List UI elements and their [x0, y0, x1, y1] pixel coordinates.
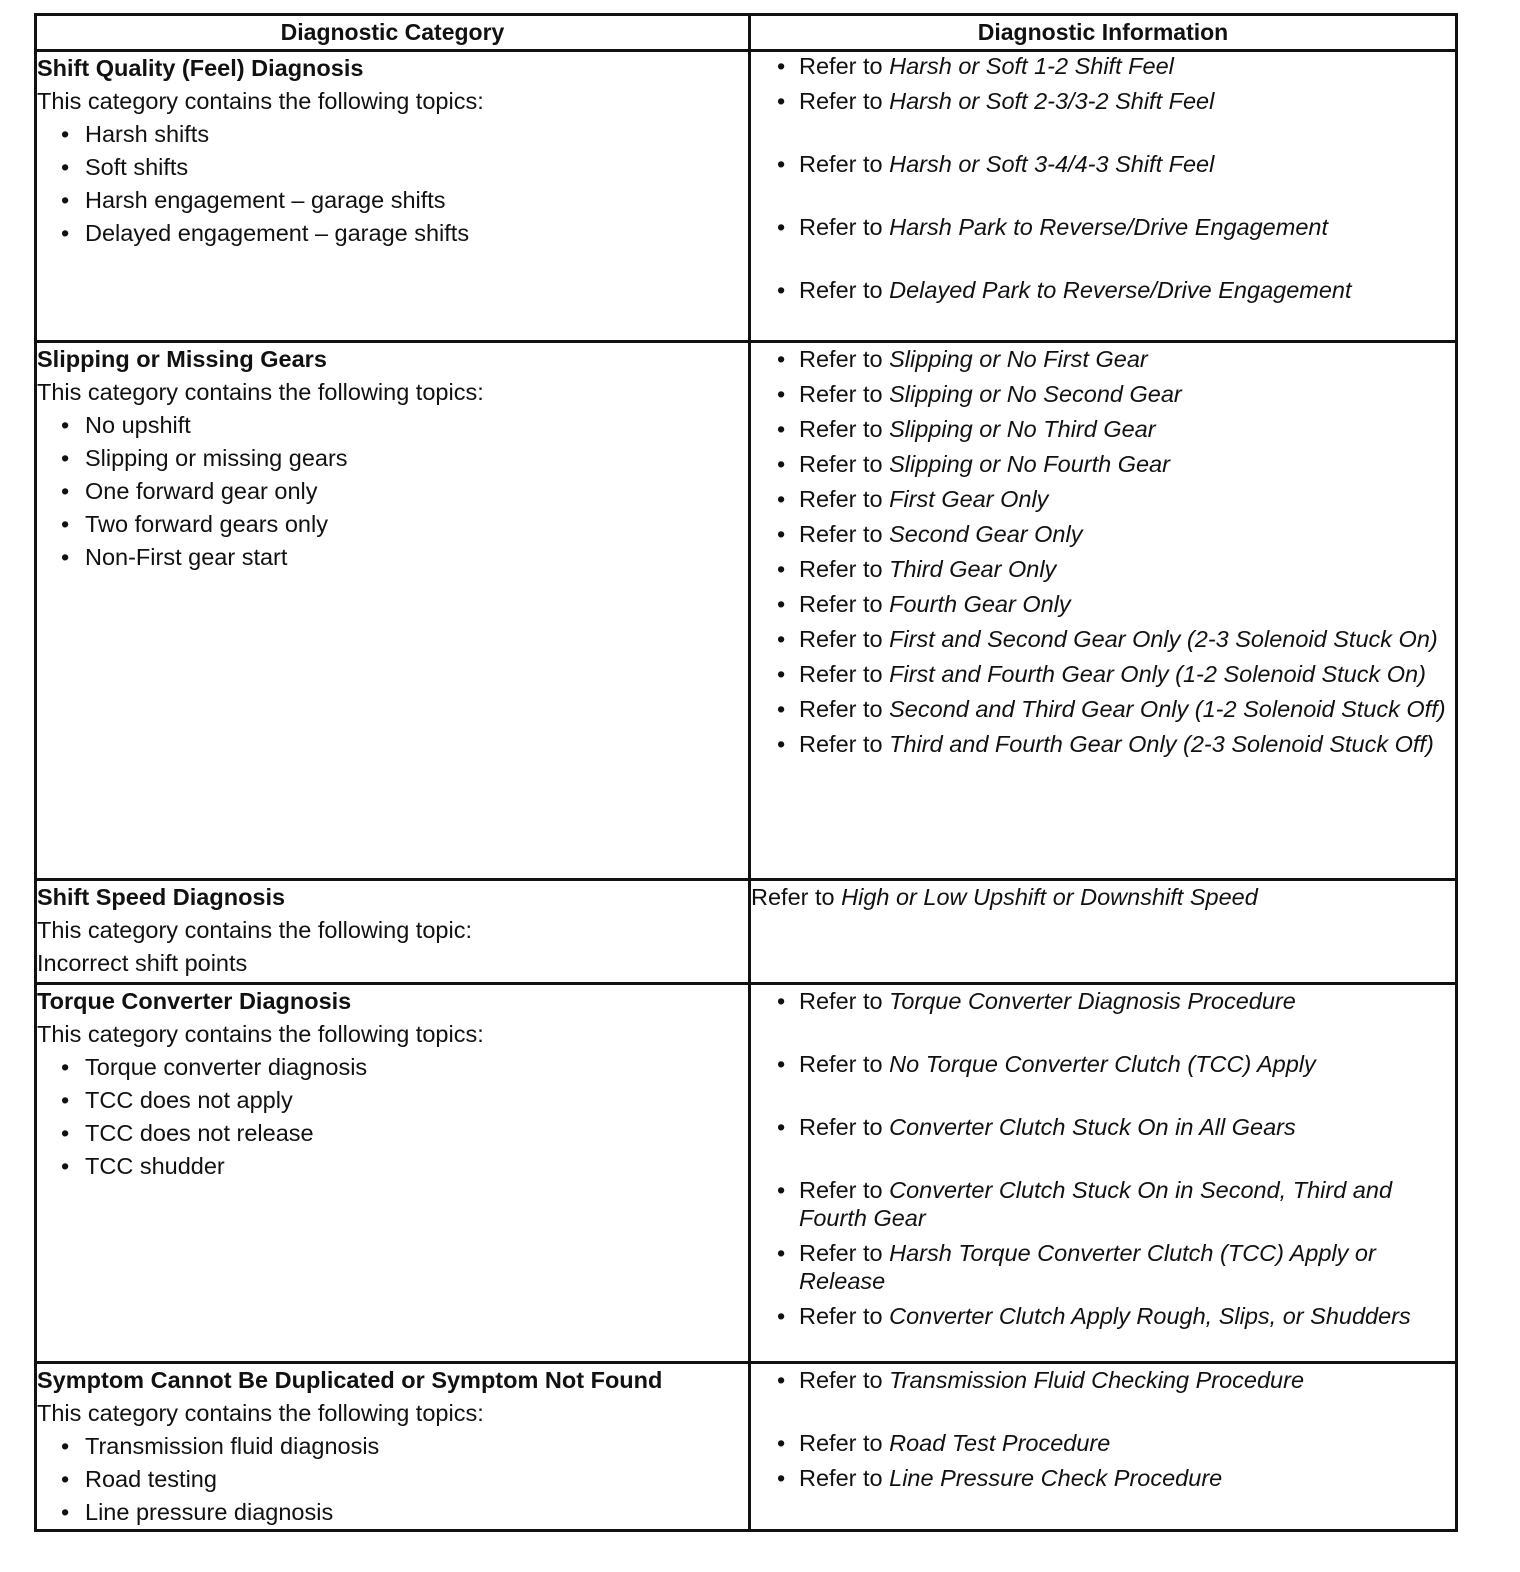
reference-link: Slipping or No Third Gear — [889, 416, 1156, 442]
category-intro: This category contains the following topics: — [37, 1021, 484, 1047]
list-item: • Non-First gear start — [37, 541, 748, 574]
refer-prefix: Refer to — [799, 381, 890, 407]
topic-list — [37, 409, 748, 574]
list-item — [751, 1366, 1455, 1394]
list-item — [751, 380, 1455, 408]
list-item: • Two forward gears only — [37, 508, 748, 541]
refer-prefix: Refer to — [799, 1114, 890, 1140]
reference-link: Converter Clutch Apply Rough, Slips, or Shudders — [889, 1303, 1411, 1329]
category-cell — [36, 342, 750, 880]
reference-link: Third and Fourth Gear Only (2-3 Solenoid Stuck Off) — [889, 731, 1434, 757]
list-item — [751, 695, 1455, 723]
table-row — [36, 342, 1457, 880]
list-item — [751, 52, 1455, 80]
refer-prefix: Refer to — [799, 346, 890, 372]
category-intro: This category contains the following topics: — [37, 379, 484, 405]
reference-list — [751, 345, 1455, 758]
category-title: Shift Speed Diagnosis — [37, 884, 286, 910]
header-row — [36, 15, 1457, 51]
list-item — [751, 1302, 1455, 1330]
table-row — [36, 984, 1457, 1363]
reference-link: Delayed Park to Reverse/Drive Engagement — [889, 277, 1352, 303]
table-row — [36, 1363, 1457, 1531]
list-item — [751, 1176, 1455, 1232]
reference-link: Slipping or No First Gear — [889, 346, 1148, 372]
list-item — [751, 415, 1455, 443]
reference-link: Torque Converter Diagnosis Procedure — [889, 988, 1296, 1014]
refer-prefix: Refer to — [799, 451, 890, 477]
topic-list — [37, 1430, 748, 1529]
list-item: • Torque converter diagnosis — [37, 1051, 748, 1084]
list-item — [751, 1429, 1455, 1457]
refer-prefix: Refer to — [799, 277, 890, 303]
table-row — [36, 51, 1457, 342]
refer-prefix: Refer to — [799, 626, 890, 652]
refer-prefix: Refer to — [751, 884, 842, 910]
list-item — [751, 450, 1455, 478]
reference-link: No Torque Converter Clutch (TCC) Apply — [889, 1051, 1316, 1077]
category-intro: This category contains the following topics: — [37, 1400, 484, 1426]
header-category: Diagnostic Category — [36, 15, 750, 51]
category-title: Shift Quality (Feel) Diagnosis — [37, 55, 364, 81]
refer-prefix: Refer to — [799, 416, 890, 442]
list-item — [751, 345, 1455, 373]
list-item: • Transmission fluid diagnosis — [37, 1430, 748, 1463]
category-cell — [36, 51, 750, 342]
category-cell — [36, 984, 750, 1363]
list-item — [751, 987, 1455, 1015]
list-item: • TCC does not release — [37, 1117, 748, 1150]
list-item: • Harsh engagement – garage shifts — [37, 184, 748, 217]
reference-list — [751, 987, 1455, 1330]
list-item: • Road testing — [37, 1463, 748, 1496]
reference-link: Slipping or No Second Gear — [889, 381, 1182, 407]
refer-prefix: Refer to — [799, 696, 890, 722]
list-item — [751, 150, 1455, 178]
refer-prefix: Refer to — [799, 731, 890, 757]
list-item — [751, 1113, 1455, 1141]
refer-prefix: Refer to — [799, 214, 890, 240]
reference-link: Second and Third Gear Only (1-2 Solenoid Stuck Off) — [889, 696, 1446, 722]
category-intro: This category contains the following topics: — [37, 88, 484, 114]
reference-link: Line Pressure Check Procedure — [889, 1465, 1223, 1491]
refer-prefix: Refer to — [799, 1240, 890, 1266]
info-cell — [750, 880, 1457, 984]
list-item — [751, 276, 1455, 304]
refer-prefix: Refer to — [799, 556, 890, 582]
info-cell — [750, 51, 1457, 342]
refer-prefix: Refer to — [799, 1430, 890, 1456]
list-item: • One forward gear only — [37, 475, 748, 508]
reference-link: Harsh or Soft 2-3/3-2 Shift Feel — [889, 88, 1215, 114]
reference-link: First Gear Only — [889, 486, 1049, 512]
category-intro: This category contains the following topic: — [37, 917, 472, 943]
refer-prefix: Refer to — [799, 661, 890, 687]
category-title: Symptom Cannot Be Duplicated or Symptom Not Found — [37, 1367, 663, 1393]
list-item — [751, 213, 1455, 241]
list-item — [751, 87, 1455, 115]
reference-link: Harsh Park to Reverse/Drive Engagement — [889, 214, 1328, 240]
category-cell — [36, 1363, 750, 1531]
topic-list — [37, 1051, 748, 1183]
reference-link: First and Fourth Gear Only (1-2 Solenoid Stuck On) — [889, 661, 1426, 687]
refer-prefix: Refer to — [799, 151, 890, 177]
refer-prefix: Refer to — [799, 521, 890, 547]
refer-prefix: Refer to — [799, 53, 890, 79]
reference-link: Harsh or Soft 3-4/4-3 Shift Feel — [889, 151, 1215, 177]
list-item: • Delayed engagement – garage shifts — [37, 217, 748, 250]
reference-link: Second Gear Only — [889, 521, 1083, 547]
category-title: Slipping or Missing Gears — [37, 346, 327, 372]
reference-link: Slipping or No Fourth Gear — [889, 451, 1170, 477]
refer-prefix: Refer to — [799, 1051, 890, 1077]
diagnostic-table — [34, 13, 1458, 1532]
list-item: • Line pressure diagnosis — [37, 1496, 748, 1529]
category-title: Torque Converter Diagnosis — [37, 988, 352, 1014]
info-cell — [750, 342, 1457, 880]
reference-list — [751, 1366, 1455, 1492]
list-item: • No upshift — [37, 409, 748, 442]
refer-prefix: Refer to — [799, 1177, 890, 1203]
info-cell — [750, 1363, 1457, 1531]
refer-prefix: Refer to — [799, 88, 890, 114]
info-cell — [750, 984, 1457, 1363]
list-item — [751, 520, 1455, 548]
category-topic: Incorrect shift points — [37, 950, 248, 976]
list-item — [751, 625, 1455, 653]
topic-list — [37, 118, 748, 250]
list-item — [751, 590, 1455, 618]
reference-line — [751, 881, 1455, 914]
reference-link: Road Test Procedure — [889, 1430, 1111, 1456]
refer-prefix: Refer to — [799, 1465, 890, 1491]
refer-prefix: Refer to — [799, 1367, 890, 1393]
reference-link: First and Second Gear Only (2-3 Solenoid Stuck On) — [889, 626, 1438, 652]
list-item — [751, 1239, 1455, 1295]
refer-prefix: Refer to — [799, 486, 890, 512]
refer-prefix: Refer to — [799, 988, 890, 1014]
reference-link: High or Low Upshift or Downshift Speed — [841, 884, 1258, 910]
reference-link: Converter Clutch Stuck On in Second, Third and Fourth Gear — [799, 1177, 1393, 1231]
reference-list — [751, 52, 1455, 304]
list-item: • Soft shifts — [37, 151, 748, 184]
list-item — [751, 660, 1455, 688]
table-row — [36, 880, 1457, 984]
list-item — [751, 555, 1455, 583]
list-item — [751, 1050, 1455, 1078]
reference-link: Third Gear Only — [889, 556, 1057, 582]
list-item — [751, 485, 1455, 513]
list-item: • Harsh shifts — [37, 118, 748, 151]
reference-link: Transmission Fluid Checking Procedure — [889, 1367, 1305, 1393]
header-information: Diagnostic Information — [750, 15, 1457, 51]
category-cell — [36, 880, 750, 984]
list-item — [751, 1464, 1455, 1492]
reference-link: Converter Clutch Stuck On in All Gears — [889, 1114, 1296, 1140]
list-item: • Slipping or missing gears — [37, 442, 748, 475]
list-item: • TCC does not apply — [37, 1084, 748, 1117]
refer-prefix: Refer to — [799, 1303, 890, 1329]
list-item — [751, 730, 1455, 758]
reference-link: Harsh or Soft 1-2 Shift Feel — [889, 53, 1174, 79]
reference-link: Fourth Gear Only — [889, 591, 1071, 617]
list-item: • TCC shudder — [37, 1150, 748, 1183]
refer-prefix: Refer to — [799, 591, 890, 617]
reference-link: Harsh Torque Converter Clutch (TCC) Apply or Release — [799, 1240, 1376, 1294]
